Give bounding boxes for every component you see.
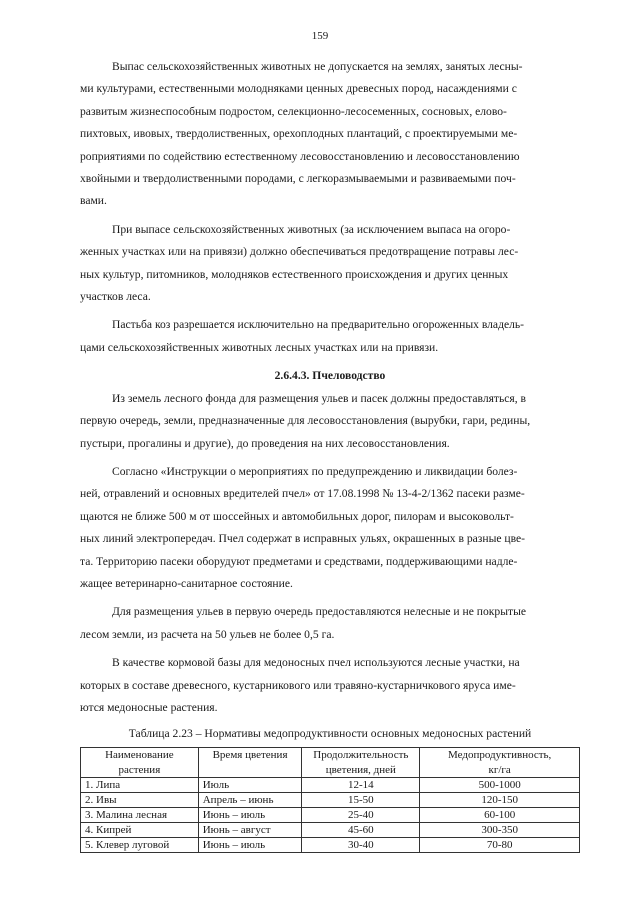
text-line: вами. xyxy=(80,194,107,208)
paragraph-grazing-protection xyxy=(80,219,580,309)
cell-bloom-time: Июнь – июль xyxy=(198,808,302,823)
text-line: хвойными и твердолиственными породами, с легкоразмываемыми и развиваемыми поч- xyxy=(80,172,516,186)
table-row xyxy=(81,823,580,838)
header-text: Время цветения xyxy=(212,749,288,762)
column-header-honey-yield xyxy=(420,748,580,778)
table-row xyxy=(81,793,580,808)
paragraph-hive-lands xyxy=(80,388,580,455)
text-line: ются медоносные растения. xyxy=(80,700,218,714)
header-text: Медопродуктивность, xyxy=(447,749,552,762)
text-line: ней, отравлений и основных вредителей пчел» от 17.08.1998 № 13-4-2/1362 пасеки разме- xyxy=(80,487,525,501)
text-line: женных участках или на привязи) должно обеспечиваться предотвращение потравы лес- xyxy=(80,245,519,259)
text-line: Из земель лесного фонда для размещения ульев и пасек должны предоставляться, в xyxy=(112,391,527,405)
cell-bloom-duration: 15-50 xyxy=(302,793,420,808)
text-line: ми культурами, естественными молодняками ценных древесных пород, насаждениями с xyxy=(80,82,517,96)
paragraph-apiary-instruction xyxy=(80,461,580,595)
text-line: первую очередь, земли, предназначенные для лесовосстановления (вырубки, гари, редины, xyxy=(80,414,531,428)
cell-plant: 3. Малина лесная xyxy=(81,808,199,823)
table-row xyxy=(81,808,580,823)
cell-bloom-duration: 30-40 xyxy=(302,838,420,853)
text-line: та. Территорию пасеки оборудуют предметами и средствами, поддерживающими надле- xyxy=(80,554,518,568)
text-line: которых в составе древесного, кустарникового или травяно-кустарничкового яруса име- xyxy=(80,678,516,692)
table-header-row xyxy=(81,748,580,778)
document-body xyxy=(80,56,580,853)
text-line: щаются не ближе 500 м от шоссейных и автомобильных дорог, пилорам и высоковольт- xyxy=(80,509,514,523)
page-number: 159 xyxy=(311,30,329,42)
paragraph-forage-base xyxy=(80,652,580,719)
table-row xyxy=(81,838,580,853)
text-line: При выпасе сельскохозяйственных животных (за исключением выпаса на огоро- xyxy=(112,222,511,236)
cell-bloom-duration: 12-14 xyxy=(302,778,420,793)
text-line: ных культур, питомников, молодняков естественного происхождения и других ценных xyxy=(80,267,509,281)
text-line: Пастьба коз разрешается исключительно на предварительно огороженных владель- xyxy=(112,318,525,332)
honey-productivity-table xyxy=(80,747,580,853)
text-line: пихтовых, ивовых, твердолиственных, орехоплодных плантаций, с проектируемыми ме- xyxy=(80,127,518,141)
header-text: Наименование xyxy=(105,749,174,762)
column-header-bloom-time xyxy=(198,748,302,778)
cell-bloom-time: Июнь – август xyxy=(198,823,302,838)
cell-honey-yield: 300-350 xyxy=(420,823,580,838)
cell-plant: 4. Кипрей xyxy=(81,823,199,838)
text-line: В качестве кормовой базы для медоносных пчел используются лесные участки, на xyxy=(112,656,520,670)
header-text: растения xyxy=(118,763,161,776)
paragraph-goat-grazing xyxy=(80,314,580,359)
cell-plant: 1. Липа xyxy=(81,778,199,793)
cell-bloom-duration: 25-40 xyxy=(302,808,420,823)
header-text: цветения, дней xyxy=(325,763,396,776)
cell-honey-yield: 500-1000 xyxy=(420,778,580,793)
text-line: ных линий электропередач. Пчел содержат в исправных ульях, окрашенных в разные цве- xyxy=(80,532,526,546)
cell-plant: 5. Клевер луговой xyxy=(81,838,199,853)
cell-bloom-time: Июнь – июль xyxy=(198,838,302,853)
cell-honey-yield: 120-150 xyxy=(420,793,580,808)
table-caption: Таблица 2.23 – Нормативы медопродуктивности основных медоносных растений xyxy=(128,727,532,741)
paragraph-hive-placement xyxy=(80,601,580,646)
text-line: пустыри, прогалины и другие), до проведения на них лесовосстановления. xyxy=(80,436,450,450)
text-line: жащее ветеринарно-санитарное состояние. xyxy=(80,576,293,590)
cell-bloom-time: Апрель – июнь xyxy=(198,793,302,808)
column-header-plant xyxy=(81,748,199,778)
text-line: участков леса. xyxy=(80,290,151,304)
cell-bloom-duration: 45-60 xyxy=(302,823,420,838)
table-row xyxy=(81,778,580,793)
text-line: развитым жизнеспособным подростом, селекционно-лесосеменных, сосновых, елово- xyxy=(80,104,507,118)
paragraph-grazing-restrictions xyxy=(80,56,580,213)
text-line: лесом земли, из расчета на 50 ульев не более 0,5 га. xyxy=(80,627,335,641)
header-text: кг/га xyxy=(488,763,511,776)
text-line: Для размещения ульев в первую очередь предоставляются нелесные и не покрытые xyxy=(112,605,527,619)
text-line: Согласно «Инструкции о мероприятиях по предупреждению и ликвидации болез- xyxy=(112,464,518,478)
section-heading: 2.6.4.3. Пчеловодство xyxy=(274,369,386,383)
cell-honey-yield: 60-100 xyxy=(420,808,580,823)
cell-bloom-time: Июль xyxy=(198,778,302,793)
text-line: Выпас сельскохозяйственных животных не допускается на землях, занятых лесны- xyxy=(112,60,523,73)
text-line: роприятиями по содействию естественному лесовосстановлению и лесовосстановлению xyxy=(80,149,520,163)
text-line: цами сельскохозяйственных животных лесных участках или на привязи. xyxy=(80,340,439,354)
cell-plant: 2. Ивы xyxy=(81,793,199,808)
cell-honey-yield: 70-80 xyxy=(420,838,580,853)
column-header-bloom-duration xyxy=(302,748,420,778)
header-text: Продолжительность xyxy=(313,749,409,762)
